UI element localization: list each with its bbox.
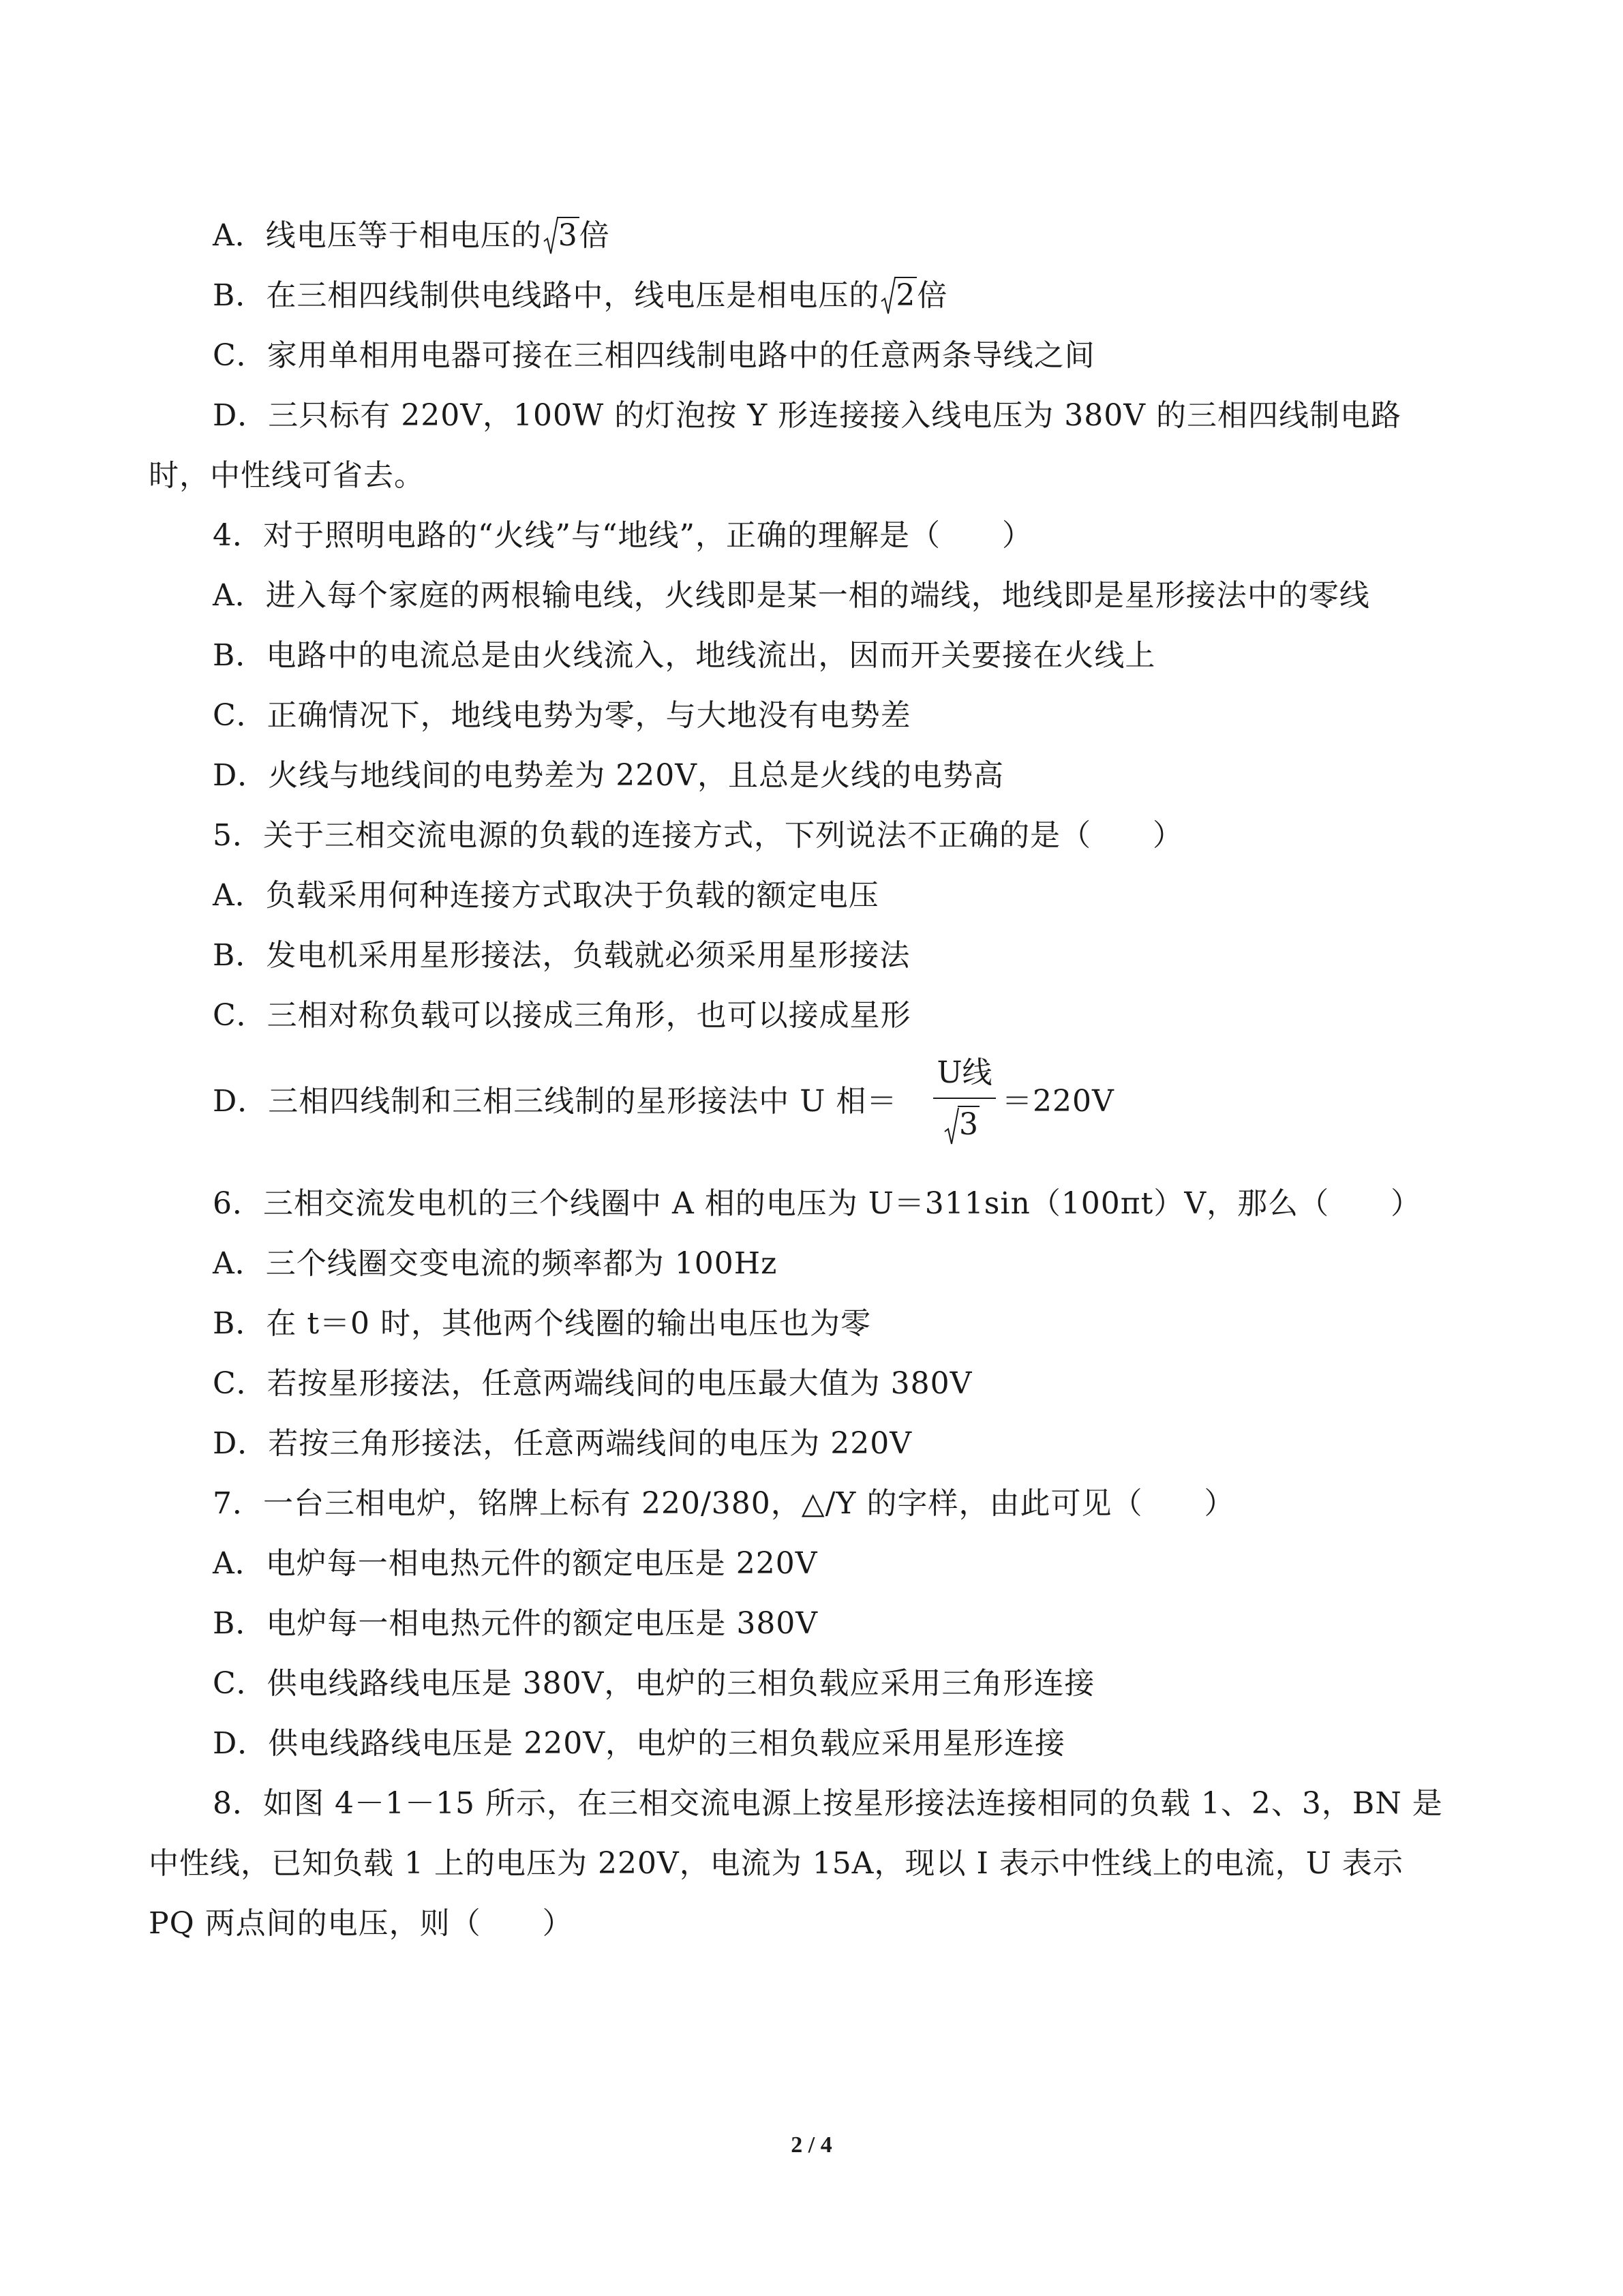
q7-option-a: A．电炉每一相电热元件的额定电压是 220V [213,1546,818,1581]
sqrt-3: 3 [543,215,579,256]
q3-option-a-text: A．线电压等于相电压的 [213,218,542,253]
fraction-denominator: 3 [943,1106,980,1144]
q6-option-b: B．在 t＝0 时，其他两个线圈的输出电压也为零 [213,1306,871,1341]
q4-option-d: D．火线与地线间的电势差为 220V，且总是火线的电势高 [213,758,1005,793]
fraction-bar [933,1098,996,1099]
q3-option-b: B．在三相四线制供电线路中，线电压是相电压的 2倍 [213,275,947,316]
radical-sign-icon [944,1107,959,1147]
q7-option-d: D．供电线路线电压是 220V，电炉的三相负载应采用星形连接 [213,1726,1066,1761]
q8-stem-line2: 中性线，已知负载 1 上的电压为 220V，电流为 15A，现以 I 表示中性线上的电流，U 表示 [149,1846,1404,1881]
sqrt-2: 2 [881,275,917,316]
q3-option-d-line2: 时，中性线可省去。 [149,458,425,493]
q4-option-a: A．进入每个家庭的两根输电线，火线即是某一相的端线，地线即是星形接法中的零线 [213,578,1370,613]
q3-option-c: C．家用单相用电器可接在三相四线制电路中的任意两条导线之间 [213,338,1095,373]
q5-option-a: A．负载采用何种连接方式取决于负载的额定电压 [213,878,879,913]
q3-option-a: A．线电压等于相电压的 3倍 [213,215,610,256]
q4-option-b: B．电路中的电流总是由火线流入，地线流出，因而开关要接在火线上 [213,638,1156,673]
q6-option-a: A．三个线圈交变电流的频率都为 100Hz [213,1246,778,1281]
q7-option-b: B．电炉每一相电热元件的额定电压是 380V [213,1606,819,1641]
q3-option-b-text: B．在三相四线制供电线路中，线电压是相电压的 [213,278,880,313]
q4-stem: 4．对于照明电路的“火线”与“地线”，正确的理解是（ ） [213,518,1033,553]
q6-option-d: D．若按三角形接法，任意两端线间的电压为 220V [213,1426,913,1461]
q7-option-c: C．供电线路线电压是 380V，电炉的三相负载应采用三角形连接 [213,1666,1095,1701]
q6-stem: 6．三相交流发电机的三个线圈中 A 相的电压为 U＝311sin（100πt）V，那么（ ） [213,1186,1422,1221]
q5-option-c: C．三相对称负载可以接成三角形，也可以接成星形 [213,998,911,1033]
fraction-numerator: U线 [937,1055,992,1090]
fraction-u-line-over-sqrt3 [930,1048,999,1158]
radical-sign-icon [881,277,896,316]
radical-sign-icon [543,217,558,256]
q4-option-c: C．正确情况下，地线电势为零，与大地没有电势差 [213,698,911,733]
page-number: 2 / 4 [791,2132,832,2158]
q5-stem: 5．关于三相交流电源的负载的连接方式，下列说法不正确的是（ ） [213,818,1183,853]
q8-stem-line3: PQ 两点间的电压，则（ ） [149,1906,573,1941]
q3-option-d-line1: D．三只标有 220V，100W 的灯泡按 Y 形连接接入线电压为 380V 的三相四线制电路 [213,398,1401,433]
q5-option-d-text: D．三相四线制和三相三线制的星形接法中 U 相＝ [213,1084,898,1119]
q5-option-b: B．发电机采用星形接法，负载就必须采用星形接法 [213,938,911,973]
q5-option-d-suffix: ＝220V [1002,1084,1114,1119]
q8-stem-line1: 8．如图 4－1－15 所示，在三相交流电源上按星形接法连接相同的负载 1、2、3，BN 是 [213,1786,1443,1821]
q7-stem: 7．一台三相电炉，铭牌上标有 220/380，△/Y 的字样，由此可见（ ） [213,1486,1235,1521]
q6-option-c: C．若按星形接法，任意两端线间的电压最大值为 380V [213,1366,973,1401]
